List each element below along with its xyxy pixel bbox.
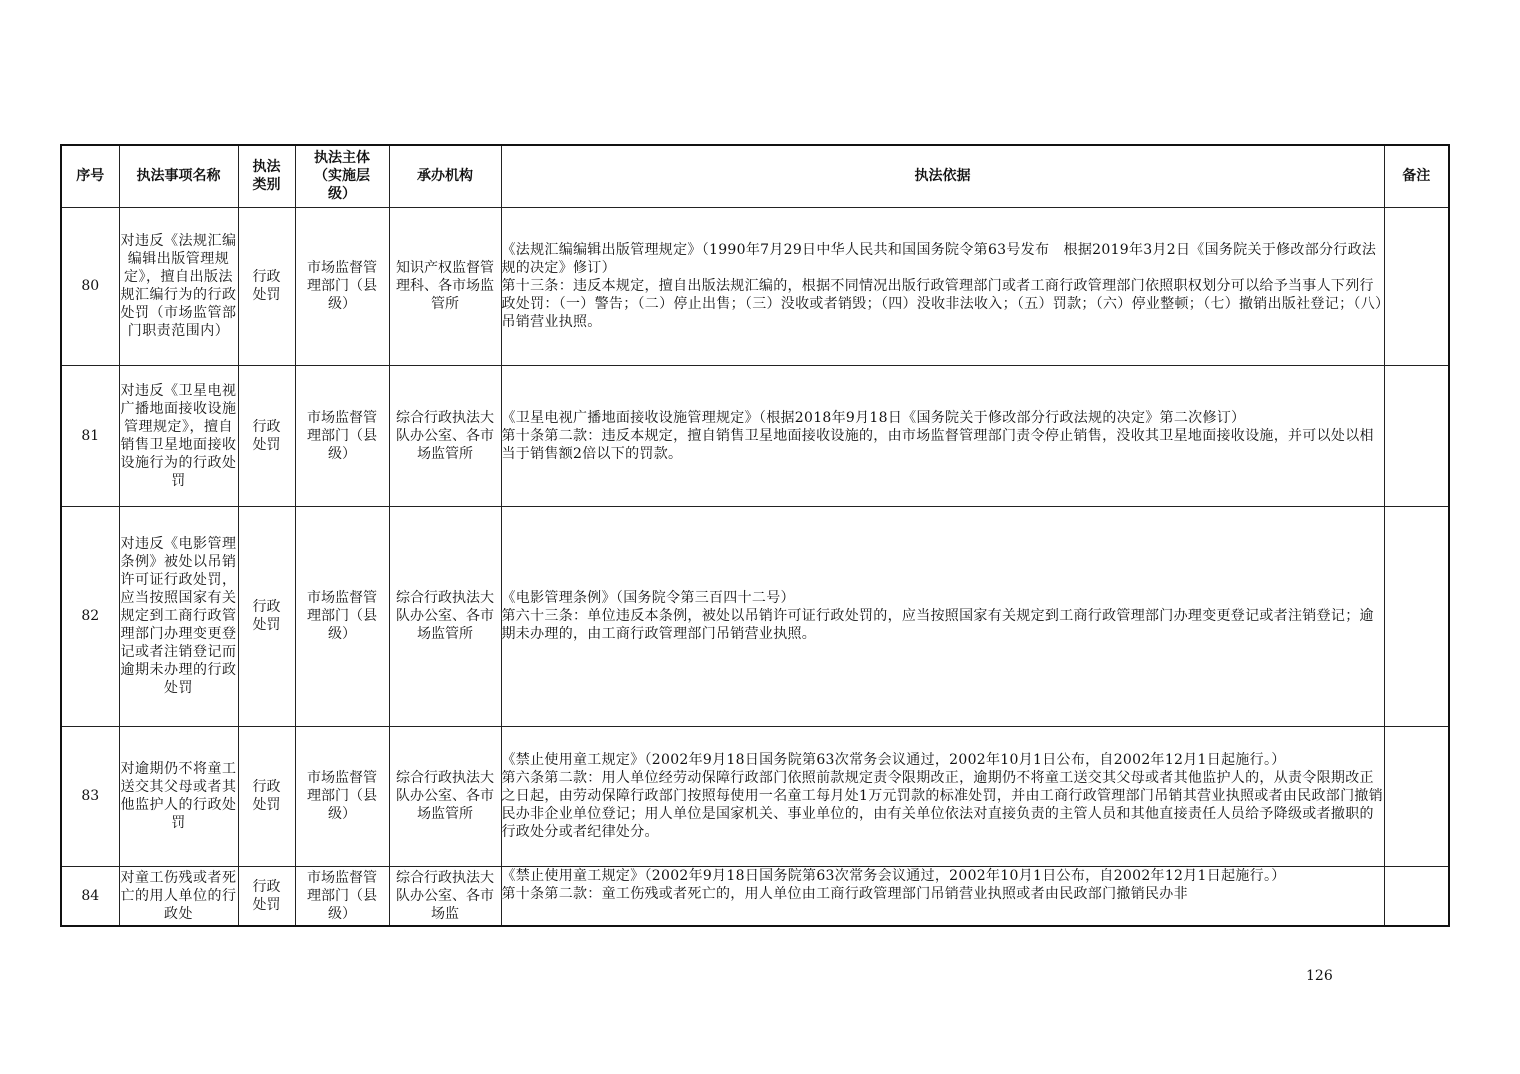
enforcement-table: [60, 144, 1450, 927]
row-remark: [1384, 506, 1449, 726]
row-item-name: 对逾期仍不将童工送交其父母或者其他监护人的行政处罚: [119, 726, 238, 866]
row-basis: 《禁止使用童工规定》（2002年9月18日国务院第63次常务会议通过，2002年10月1日公布，自2002年12月1日起施行。） 第六条第二款：用人单位经劳动保障行政部门依照前款规定责令限期改正，逾期仍不将童工送交其父母或者其他监护人的，从责令限期改正之日起，由劳动保障行政部门按照每使用一名童工每月处1万元罚款的标准处罚，并由工商行政管理部门吊销其营业执照或者由民政部门撤销民办非企业单位登记；用人单位是国家机关、事业单位的，由有关单位依法对直接负责的主管人员和其他直接责任人员给予降级或者撤职的行政处分或者纪律处分。: [501, 726, 1384, 866]
row-remark: [1384, 726, 1449, 866]
header-basis: 执法依据: [501, 145, 1384, 207]
row-agency: 综合行政执法大队办公室、各市场监管所: [389, 365, 501, 506]
row-subject: 市场监督管理部门（县级）: [295, 506, 389, 726]
row-category: 行政处罚: [238, 866, 295, 926]
page-number: 126: [1306, 968, 1333, 984]
row-subject: 市场监督管理部门（县级）: [295, 365, 389, 506]
row-item-name: 对违反《电影管理条例》被处以吊销许可证行政处罚，应当按照国家有关规定到工商行政管理部门办理变更登记或者注销登记而逾期未办理的行政处罚: [119, 506, 238, 726]
row-item-name: 对违反《法规汇编编辑出版管理规定》，擅自出版法规汇编行为的行政处罚（市场监管部门职责范围内）: [119, 207, 238, 365]
table-row: [61, 365, 1449, 506]
row-seq: 80: [61, 207, 119, 365]
row-basis: 《法规汇编编辑出版管理规定》（1990年7月29日中华人民共和国国务院令第63号发布 根据2019年3月2日《国务院关于修改部分行政法规的决定》修订） 第十三条：违反本规定，擅自出版法规汇编的，根据不同情况出版行政管理部门或者工商行政管理部门依照职权划分可以给予当事人下列行政处罚：（一）警告；（二）停止出售；（三）没收或者销毁；（四）没收非法收入；（五）罚款；（六）停业整顿；（七）撤销出版社登记；（八）吊销营业执照。: [501, 207, 1384, 365]
row-agency: 综合行政执法大队办公室、各市场监管所: [389, 506, 501, 726]
row-basis: 《电影管理条例》（国务院令第三百四十二号） 第六十三条：单位违反本条例，被处以吊销许可证行政处罚的，应当按照国家有关规定到工商行政管理部门办理变更登记或者注销登记；逾期未办理的，由工商行政管理部门吊销营业执照。: [501, 506, 1384, 726]
row-subject: 市场监督管理部门（县级）: [295, 207, 389, 365]
row-seq: 84: [61, 866, 119, 926]
row-agency: 综合行政执法大队办公室、各市场监: [389, 866, 501, 926]
row-seq: 81: [61, 365, 119, 506]
row-category: 行政处罚: [238, 207, 295, 365]
row-subject: 市场监督管理部门（县级）: [295, 866, 389, 926]
header-remark: 备注: [1384, 145, 1449, 207]
header-subject: 执法主体（实施层级）: [295, 145, 389, 207]
row-remark: [1384, 866, 1449, 926]
table-row: [61, 726, 1449, 866]
row-category: 行政处罚: [238, 726, 295, 866]
row-remark: [1384, 365, 1449, 506]
row-basis: 《禁止使用童工规定》（2002年9月18日国务院第63次常务会议通过，2002年10月1日公布，自2002年12月1日起施行。） 第十条第二款：童工伤残或者死亡的，用人单位由工商行政管理部门吊销营业执照或者由民政部门撤销民办非: [501, 866, 1384, 926]
row-category: 行政处罚: [238, 506, 295, 726]
header-seq: 序号: [61, 145, 119, 207]
header-category: 执法类别: [238, 145, 295, 207]
row-agency: 综合行政执法大队办公室、各市场监管所: [389, 726, 501, 866]
row-item-name: 对违反《卫星电视广播地面接收设施管理规定》，擅自销售卫星地面接收设施行为的行政处罚: [119, 365, 238, 506]
row-item-name: 对童工伤残或者死亡的用人单位的行政处: [119, 866, 238, 926]
table-row: [61, 506, 1449, 726]
row-agency: 知识产权监督管理科、各市场监管所: [389, 207, 501, 365]
header-agency: 承办机构: [389, 145, 501, 207]
row-remark: [1384, 207, 1449, 365]
header-item-name: 执法事项名称: [119, 145, 238, 207]
row-seq: 83: [61, 726, 119, 866]
row-basis: 《卫星电视广播地面接收设施管理规定》（根据2018年9月18日《国务院关于修改部分行政法规的决定》第二次修订） 第十条第二款：违反本规定，擅自销售卫星地面接收设施的，由市场监督管理部门责令停止销售，没收其卫星地面接收设施，并可以处以相当于销售额2倍以下的罚款。: [501, 365, 1384, 506]
header-row: [61, 145, 1449, 207]
row-seq: 82: [61, 506, 119, 726]
table-row: [61, 866, 1449, 926]
row-category: 行政处罚: [238, 365, 295, 506]
table-row: [61, 207, 1449, 365]
row-subject: 市场监督管理部门（县级）: [295, 726, 389, 866]
